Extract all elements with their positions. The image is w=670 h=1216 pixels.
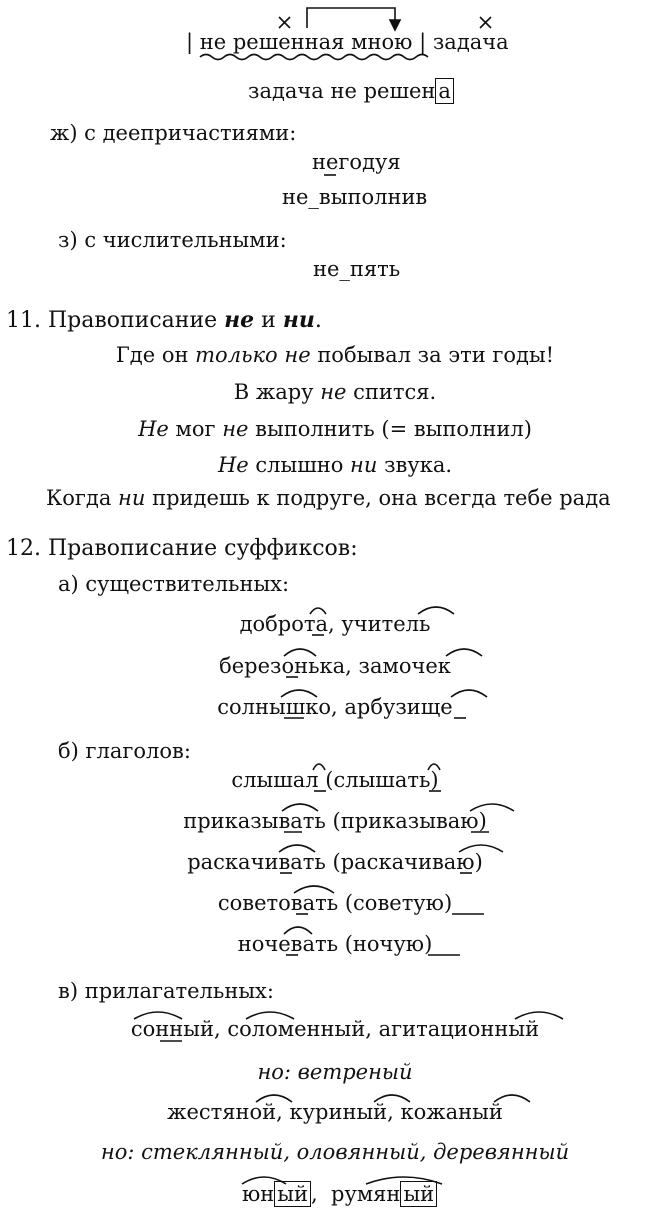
s12-a-label: а) существительных: <box>58 572 290 596</box>
short-form-ending-box: а <box>435 78 454 104</box>
s12-v-label: в) прилагательных: <box>58 979 274 1003</box>
section-11-heading <box>6 309 322 332</box>
s12-v-example-5 <box>242 1184 437 1205</box>
g-example-1: негодуя <box>312 150 401 174</box>
s12-v-example-3: жестяной, куриный, кожаный <box>167 1100 503 1124</box>
s12-b-example-4: советовать (советую) <box>217 891 453 915</box>
s12-b-example-3: раскачивать (раскачиваю) <box>187 850 483 874</box>
participle-phrase-line <box>186 32 509 53</box>
participle-noun: задача <box>432 30 509 54</box>
s12-b-example-2: приказывать (приказываю) <box>183 809 487 833</box>
section-11-title-prefix: Правописание <box>48 308 218 333</box>
s12-v5-stem-2: румян <box>331 1182 401 1206</box>
s11-l3-b: мог <box>175 417 216 441</box>
s12-v5-ending-box-2: ый <box>400 1181 437 1207</box>
s12-a-example-1: доброта, учитель <box>239 612 431 636</box>
cross-mark-right <box>480 17 491 28</box>
s11-l4-a: Не <box>217 453 249 477</box>
s12-v-example-2 <box>0 1062 670 1083</box>
s11-l4-b: слышно <box>255 453 344 477</box>
g-label: ж) с деепричастиями: <box>50 121 297 145</box>
s11-l1-a: Где он <box>115 343 189 367</box>
s11-example-4 <box>0 455 670 476</box>
z-example-1: не_пять <box>313 257 401 281</box>
s12-v-example-4 <box>0 1142 670 1163</box>
z-label: з) с числительными: <box>58 228 287 252</box>
s11-l2-c: спится. <box>353 380 437 404</box>
s11-l5-a: Когда <box>46 486 112 510</box>
s12-b-example-1: слышал (слышать) <box>231 768 439 792</box>
s12-v5-comma: , <box>311 1182 318 1206</box>
s11-l4-d: звука. <box>384 453 453 477</box>
s12-v-but-2: но: стеклянный, оловянный, деревянный <box>100 1140 570 1164</box>
s11-l5-b: ни <box>118 486 146 510</box>
dependency-arrow <box>307 8 395 28</box>
participle-phrase: не решенная мною <box>199 30 413 54</box>
s11-l2-a: В жару <box>233 380 314 404</box>
s11-l1-c: побывал за эти годы! <box>317 343 555 367</box>
s11-example-1 <box>0 345 670 366</box>
s11-example-2 <box>0 382 670 403</box>
g-example-2: не_выполнив <box>282 185 428 209</box>
s12-a-example-3: солнышко, арбузище <box>217 695 453 719</box>
s11-l3-a: Не <box>138 417 169 441</box>
s11-l3-d: выполнить (= выполнил) <box>255 417 532 441</box>
s12-v-example-1: сонный, соломенный, агитационный <box>130 1017 540 1041</box>
section-11-ni: ни <box>282 307 315 333</box>
s12-b-example-5: ночевать (ночую) <box>237 932 433 956</box>
section-11-dot: . <box>314 308 322 333</box>
s11-l2-b: не <box>320 380 347 404</box>
s12-a-example-2: березонька, замочек <box>219 654 451 678</box>
s11-l1-b: только не <box>195 343 311 367</box>
suffix-arc <box>451 690 487 697</box>
short-form-text: задача не решен <box>248 79 436 103</box>
section-11-ne: не <box>224 307 255 333</box>
s11-l4-c: ни <box>350 453 378 477</box>
short-form-line <box>248 81 454 102</box>
wavy-underline <box>200 55 428 60</box>
section-12-number: 12. <box>6 536 41 561</box>
s11-l5-c: придешь к подруге, она всегда тебе рада <box>152 486 611 510</box>
phrase-bracket-left: | <box>186 30 194 54</box>
s12-v-but-1: но: ветреный <box>257 1060 413 1084</box>
s11-example-3 <box>0 419 670 440</box>
s12-v5-stem-1: юн <box>242 1182 275 1206</box>
section-12-title: Правописание суффиксов: <box>48 536 358 561</box>
s12-b-label: б) глаголов: <box>58 739 191 763</box>
section-11-and: и <box>261 308 276 333</box>
s11-example-5 <box>46 488 611 509</box>
s12-v5-ending-box-1: ый <box>274 1181 311 1207</box>
s11-l3-c: не <box>222 417 249 441</box>
section-11-number: 11. <box>6 308 41 333</box>
section-12-heading <box>6 538 358 560</box>
phrase-bracket-right: | <box>419 30 427 54</box>
suffix-arc <box>446 649 482 656</box>
arrow-head <box>390 20 400 30</box>
cross-mark-left <box>279 17 290 28</box>
